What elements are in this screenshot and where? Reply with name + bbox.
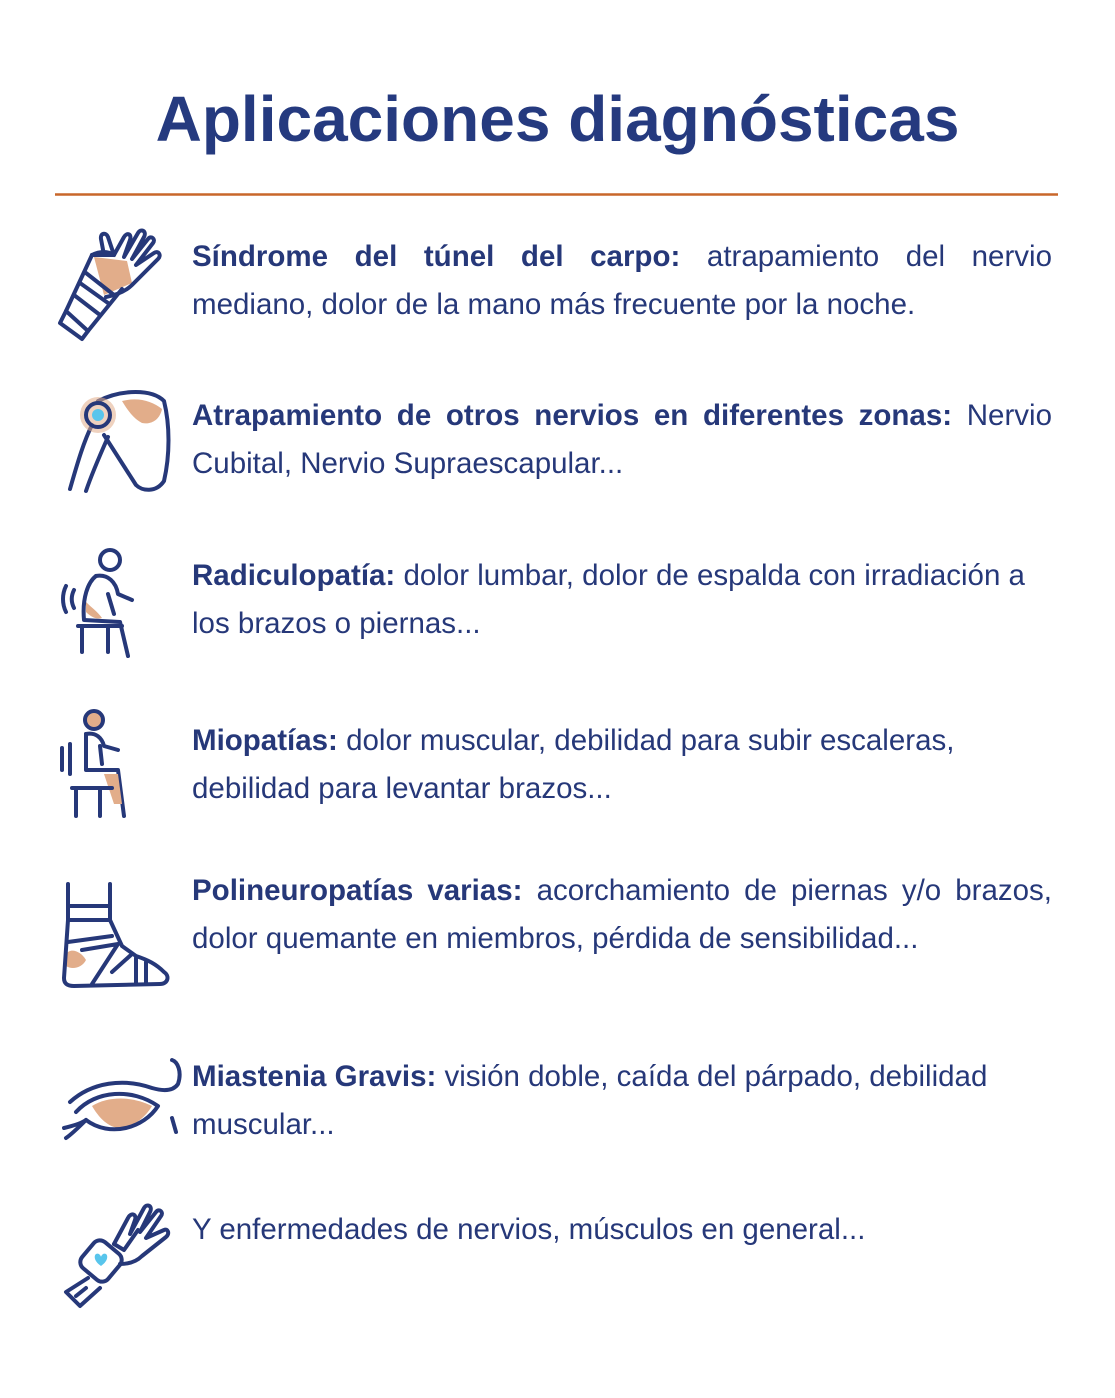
back-pain-seated-icon (52, 546, 182, 666)
item-bold-label: Miastenia Gravis: (192, 1060, 437, 1093)
item-text (192, 867, 1052, 963)
item-text (192, 392, 1052, 488)
item-bold-label: Miopatías: (192, 724, 338, 757)
title-divider (55, 193, 1058, 196)
item-bold-label: Atrapamiento de otros nervios en diferentes zonas: (192, 399, 953, 432)
item-text (192, 552, 1052, 648)
wrist-bandage-icon (52, 225, 182, 345)
seated-muscle-pain-icon (52, 708, 182, 828)
item-description: dolor muscular, debilidad para subir escaleras, debilidad para levantar brazos... (192, 724, 955, 805)
bandaged-foot-icon (52, 880, 182, 1000)
shoulder-pain-icon (52, 385, 182, 505)
drooping-eye-icon (52, 1048, 182, 1168)
item-text (192, 1206, 1052, 1254)
item-text (192, 233, 1052, 329)
item-description: atrapamiento del nervio mediano, dolor de la mano más frecuente por la noche. (192, 240, 1053, 321)
page-title: Aplicaciones diagnósticas (155, 83, 960, 155)
item-description: Nervio Cubital, Nervio Supraescapular... (192, 399, 1052, 480)
item-description: Y enfermedades de nervios, músculos en general... (192, 1213, 866, 1246)
item-text (192, 1053, 1052, 1149)
item-bold-label: Síndrome del túnel del carpo: (192, 240, 681, 273)
item-bold-label: Polineuropatías varias: (192, 874, 523, 907)
wrist-band-heart-icon (52, 1198, 182, 1318)
item-description: dolor lumbar, dolor de espalda con irradiación a los brazos o piernas... (192, 559, 1025, 640)
item-text (192, 717, 1052, 813)
item-description: acorchamiento de piernas y/o brazos, dolor quemante en miembros, pérdida de sensibilidad... (192, 874, 1052, 955)
item-bold-label: Radiculopatía: (192, 559, 396, 592)
item-description: visión doble, caída del párpado, debilidad muscular... (192, 1060, 988, 1141)
